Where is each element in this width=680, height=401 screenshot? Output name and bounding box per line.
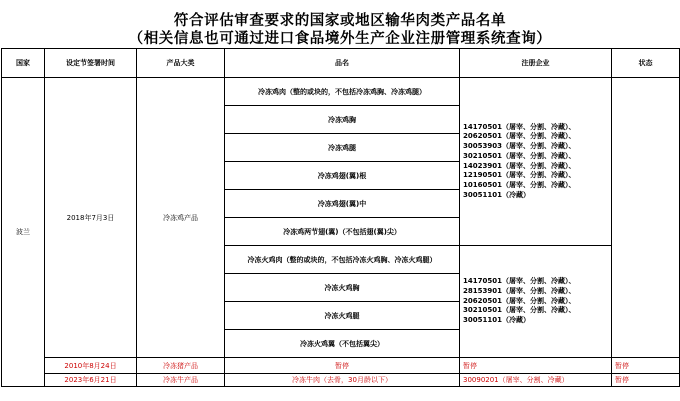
enterprise-entry: 12190501（屠宰、分割、冷藏）、	[463, 171, 576, 180]
category-cell: 冷冻牛产品	[137, 374, 225, 387]
product-name-cell: 暂停	[225, 358, 460, 374]
enterprise-entry: 30053903（屠宰、分割、冷藏）、	[463, 142, 576, 151]
date-cell: 2023年6月21日	[45, 374, 137, 387]
header-status: 状态	[612, 49, 680, 78]
table-row	[2, 78, 680, 106]
category-cell: 冷冻猪产品	[137, 358, 225, 374]
product-name-cell: 冷冻鸡两节翅(翼)（不包括翅(翼)尖）	[225, 218, 460, 246]
status-cell: 暂停	[612, 374, 680, 387]
enterprise-entry: 30051101（冷藏）	[463, 190, 530, 199]
enterprise-cell: 30090201（屠宰、分割、冷藏）	[460, 374, 612, 387]
status-cell: 暂停	[612, 358, 680, 374]
date-cell: 2018年7月3日	[45, 78, 137, 358]
enterprise-entry: 30210501（屠宰、分割、冷藏）、	[463, 306, 576, 315]
status-cell	[612, 78, 680, 358]
product-name-cell: 冷冻火鸡翼（不包括翼尖）	[225, 330, 460, 358]
enterprise-entry: 14170501（屠宰、分割、冷藏）、	[463, 277, 576, 286]
product-name-cell: 冷冻鸡腿	[225, 134, 460, 162]
product-name-cell: 冷冻火鸡肉（整的或块的，不包括冷冻火鸡胸、冷冻火鸡腿）	[225, 246, 460, 274]
product-name-cell: 冷冻火鸡胸	[225, 274, 460, 302]
enterprise-entry: 14170501（屠宰、分割、冷藏）、	[463, 122, 576, 131]
country-cell: 波兰	[2, 78, 45, 387]
enterprise-entry: 10160501（屠宰、分割、冷藏）、	[463, 180, 576, 189]
enterprise-cell: 暂停	[460, 358, 612, 374]
enterprise-list-turkey	[460, 246, 612, 358]
header-category: 产品大类	[137, 49, 225, 78]
header-country: 国家	[2, 49, 45, 78]
product-name-cell: 冷冻火鸡腿	[225, 302, 460, 330]
enterprise-entry: 14023901（屠宰、分割、冷藏）、	[463, 161, 576, 170]
header-date: 设定节签署时间	[45, 49, 137, 78]
enterprise-entry: 30210501（屠宰、分割、冷藏）、	[463, 151, 576, 160]
enterprise-entry: 20620501（屠宰、分割、冷藏）、	[463, 296, 576, 305]
product-name-cell: 冷冻牛肉（去骨，30月龄以下）	[225, 374, 460, 387]
product-name-cell: 冷冻鸡胸	[225, 106, 460, 134]
header-enterprise: 注册企业	[460, 49, 612, 78]
product-name-cell: 冷冻鸡翅(翼)根	[225, 162, 460, 190]
date-cell: 2010年8月24日	[45, 358, 137, 374]
page-title: 符合评估审查要求的国家或地区输华肉类产品名单	[173, 13, 507, 29]
page-subtitle: （相关信息也可通过进口食品境外生产企业注册管理系统查询）	[128, 31, 552, 47]
enterprise-entry: 20620501（屠宰、分割、冷藏）、	[463, 132, 576, 141]
enterprise-entry: 30051101（冷藏）	[463, 316, 530, 325]
table-row-suspended	[2, 358, 680, 374]
enterprise-list-chicken	[460, 78, 612, 246]
category-cell: 冷冻鸡产品	[137, 78, 225, 358]
product-name-cell: 冷冻鸡肉（整的或块的，不包括冷冻鸡胸、冷冻鸡腿）	[225, 78, 460, 106]
meat-product-table	[1, 48, 680, 387]
table-header-row	[2, 49, 680, 78]
table-row-suspended	[2, 374, 680, 387]
header-name: 品名	[225, 49, 460, 78]
product-name-cell: 冷冻鸡翅(翼)中	[225, 190, 460, 218]
enterprise-entry: 28153901（屠宰、分割、冷藏）、	[463, 286, 576, 295]
